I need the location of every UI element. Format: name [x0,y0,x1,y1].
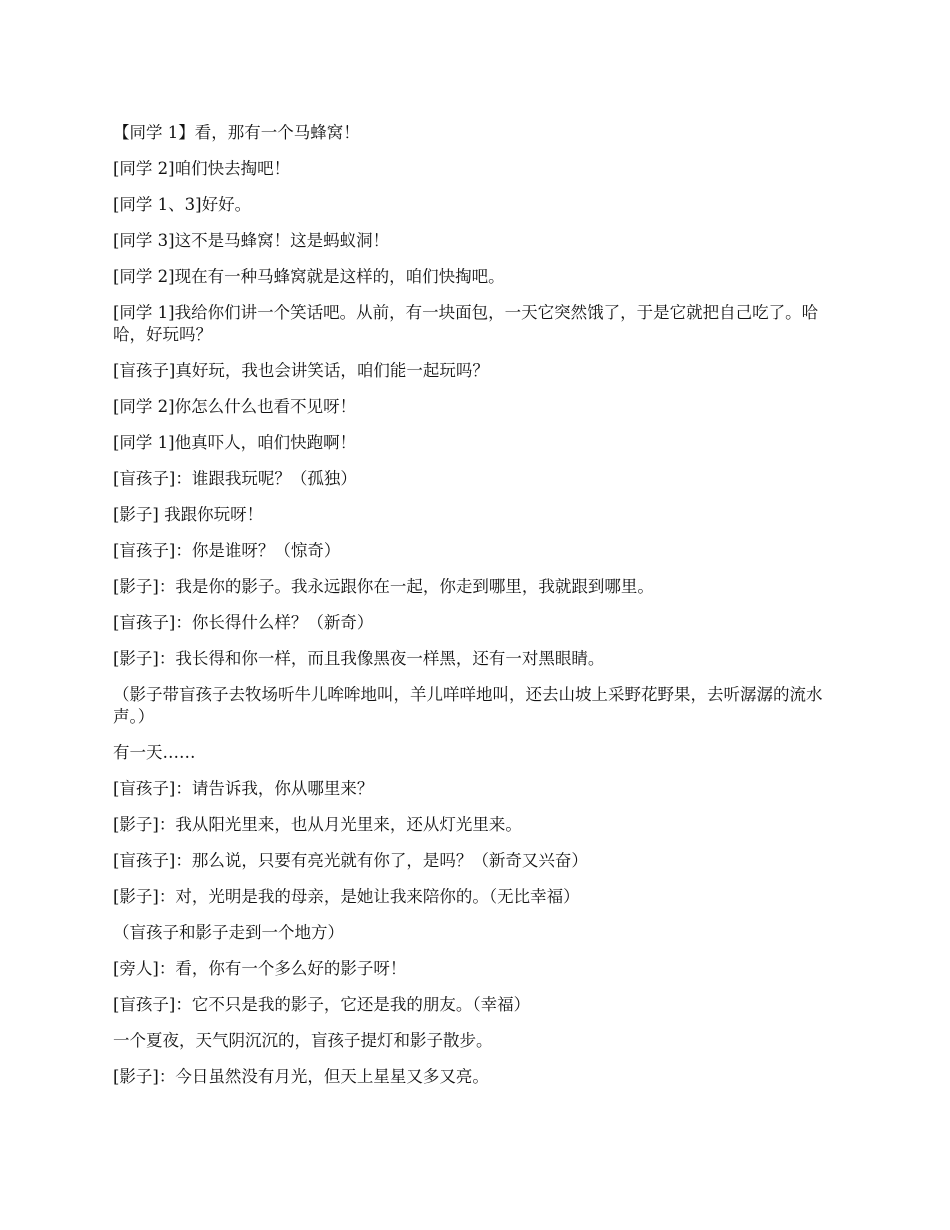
document-body [113,122,841,1102]
dialogue-line: [同学 3]这不是马蜂窝！这是蚂蚁洞！ [113,231,390,250]
narration-line: 一个夏夜，天气阴沉沉的，盲孩子提灯和影子散步。 [113,1031,493,1050]
dialogue-line: [盲孩子]：它不只是我的影子，它还是我的朋友。（幸福） [113,995,531,1014]
dialogue-line: [影子] 我跟你玩呀！ [113,505,264,524]
dialogue-line: [盲孩子]：你是谁呀？（惊奇） [113,541,341,560]
dialogue-line: [同学 1]我给你们讲一个笑话吧。从前，有一块面包，一天它突然饿了，于是它就把自己吃了。哈哈，好玩吗？ [113,303,819,344]
dialogue-line: [影子]：今日虽然没有月光，但天上星星又多又亮。 [113,1067,489,1086]
dialogue-line: [影子]：我长得和你一样，而且我像黑夜一样黑，还有一对黑眼睛。 [113,649,605,668]
dialogue-line: [同学 1]他真吓人，咱们快跑啊！ [113,433,357,452]
dialogue-line: [同学 2]咱们快去掏吧！ [113,159,291,178]
dialogue-line: [影子]：我从阳光里来，也从月光里来，还从灯光里来。 [113,815,522,834]
dialogue-line: [同学 1、3]好好。 [113,195,252,214]
dialogue-line: [影子]：我是你的影子。我永远跟你在一起，你走到哪里，我就跟到哪里。 [113,577,654,596]
dialogue-line: 【同学 1】看，那有一个马蜂窝！ [113,123,360,142]
dialogue-line: [盲孩子]：那么说，只要有亮光就有你了，是吗？（新奇又兴奋） [113,851,588,870]
dialogue-line: [同学 2]你怎么什么也看不见呀！ [113,397,357,416]
stage-direction: （盲孩子和影子走到一个地方） [113,923,344,942]
dialogue-line: [旁人]：看，你有一个多么好的影子呀！ [113,959,407,978]
dialogue-line: [盲孩子]真好玩，我也会讲笑话，咱们能一起玩吗？ [113,361,489,380]
dialogue-line: [盲孩子]：请告诉我，你从哪里来？ [113,779,374,798]
dialogue-line: [同学 2]现在有一种马蜂窝就是这样的，咱们快掏吧。 [113,267,505,286]
dialogue-line: [影子]：对，光明是我的母亲，是她让我来陪你的。（无比幸福） [113,887,580,906]
stage-direction: （影子带盲孩子去牧场听牛儿哞哞地叫，羊儿咩咩地叫，还去山坡上采野花野果，去听潺潺的流水声。） [113,685,823,726]
dialogue-line: [盲孩子]：你长得什么样？（新奇） [113,613,374,632]
narration-line: 有一天…… [113,743,196,762]
dialogue-line: [盲孩子]：谁跟我玩呢？（孤独） [113,469,357,488]
